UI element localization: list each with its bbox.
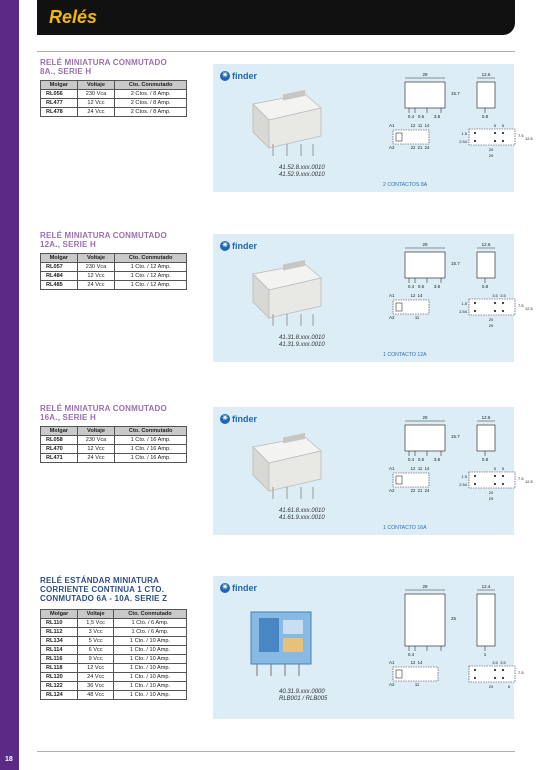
dimension-label: 29	[422, 72, 428, 77]
table-row	[41, 281, 187, 290]
parts-table	[40, 253, 187, 290]
pin-hole	[494, 677, 496, 679]
column-header: Voltaje	[77, 254, 115, 263]
relay-photo	[243, 604, 328, 684]
contact-rating: 1 Cto. / 12 Amp.	[115, 272, 187, 281]
dimension-label: 7.5	[518, 670, 524, 675]
finder-logo	[220, 71, 257, 81]
table-header-row	[41, 610, 187, 619]
part-code: RL118	[41, 664, 78, 673]
relay-photo	[243, 86, 328, 166]
pin-hole	[502, 669, 504, 671]
dimension-label: 29	[422, 415, 428, 420]
section-title-line: 16A., SERIE H	[40, 413, 96, 422]
terminal-label: A2	[389, 682, 395, 687]
terminal-label: 11	[414, 682, 420, 687]
side-view	[477, 425, 495, 451]
pin-hole	[494, 140, 496, 142]
dimension-label: 20	[488, 317, 494, 322]
table-row	[41, 99, 187, 108]
terminal-label: 11	[417, 466, 423, 471]
dimension-label: 2.54	[459, 139, 467, 144]
model-code: 41.31.8.xxx.0010	[279, 335, 325, 341]
part-code: RL124	[41, 691, 78, 700]
pcb-footprint	[469, 299, 515, 315]
section-title-line: 8A., SERIE H	[40, 67, 92, 76]
dimension-label: 29	[488, 153, 494, 158]
parts-table	[40, 609, 187, 700]
contact-rating: 1 Cto. / 12 Amp.	[115, 281, 187, 290]
pin-hole	[494, 302, 496, 304]
section-title	[40, 231, 167, 249]
model-code: 41.61.8.xxx.0010	[279, 508, 325, 514]
part-code: RL057	[41, 263, 78, 272]
page-number: 18	[5, 756, 13, 763]
dimension-label: 15.7	[451, 91, 460, 96]
technical-drawing	[385, 415, 545, 525]
relay-photo	[243, 429, 328, 509]
contact-rating: 1 Cto. / 16 Amp.	[115, 445, 187, 454]
column-header: Voltaje	[77, 427, 115, 436]
finder-logo	[220, 414, 257, 424]
dimension-label: 7.5	[518, 133, 524, 138]
technical-drawing	[385, 72, 545, 182]
voltage: 6 Vcc	[78, 646, 114, 655]
dimension-label: 5	[493, 466, 497, 471]
dimension-label: 12.5	[525, 306, 533, 311]
terminal-label: 14	[417, 660, 423, 665]
voltage: 12 Vcc	[78, 664, 114, 673]
model-code: 41.52.9.xxx.0010	[279, 172, 325, 178]
dimension-label: 0.8	[481, 457, 489, 462]
table-row	[41, 673, 187, 682]
section-title-line: RELÉ MINIATURA CONMUTADO	[40, 58, 167, 67]
technical-drawing	[385, 584, 545, 694]
front-view	[405, 82, 445, 108]
contact-rating: 1 Cto. / 10 Amp.	[113, 673, 186, 682]
pin-hole	[502, 677, 504, 679]
dimension-label: 29	[422, 242, 428, 247]
product-section	[37, 404, 533, 535]
table-row	[41, 272, 187, 281]
terminal-label: 12	[410, 123, 416, 128]
dimension-label: 3.5	[492, 660, 498, 665]
contact-rating: 2 Ctos. / 8 Amp.	[115, 90, 187, 99]
pin-hole	[474, 132, 476, 134]
terminal-label: 14	[417, 293, 423, 298]
part-code: RL470	[41, 445, 78, 454]
pin-hole	[494, 669, 496, 671]
product-section	[37, 231, 533, 362]
table-row	[41, 90, 187, 99]
contact-rating: 1 Cto. / 12 Amp.	[115, 263, 187, 272]
dimension-label: 1.5	[461, 474, 467, 479]
terminal-label: A1	[389, 660, 395, 665]
pin-hole	[474, 677, 476, 679]
voltage: 24 Vcc	[78, 673, 114, 682]
table-row	[41, 646, 187, 655]
dimension-label: 3.8	[433, 114, 441, 119]
voltage: 5 Vcc	[78, 637, 114, 646]
voltage: 24 Vcc	[77, 454, 115, 463]
voltage: 24 Vcc	[77, 281, 115, 290]
dimension-label: 0.4	[407, 457, 415, 462]
contact-caption: 1 CONTACTO 16A	[383, 525, 427, 531]
section-title	[40, 58, 167, 76]
part-code: RL477	[41, 99, 78, 108]
section-title-line: CONMUTADO 6A - 10A. SERIE Z	[40, 594, 168, 603]
pin-hole	[494, 483, 496, 485]
voltage: 48 Vcc	[78, 691, 114, 700]
part-code: RL058	[41, 436, 78, 445]
part-code: RL478	[41, 108, 78, 117]
dimension-label: 15.7	[451, 434, 460, 439]
table-row	[41, 108, 187, 117]
dimension-label: 12.6	[481, 242, 491, 247]
pin-hole	[474, 310, 476, 312]
contact-schematic	[393, 300, 429, 314]
front-view	[405, 252, 445, 278]
dimension-label: 29	[488, 496, 494, 501]
dimension-label: 15.7	[451, 261, 460, 266]
contact-caption: 1 CONTACTO 12A	[383, 352, 427, 358]
column-header: Cto. Conmutado	[113, 610, 186, 619]
terminal-label: 24	[424, 145, 430, 150]
table-header-row	[41, 254, 187, 263]
pin-hole	[502, 483, 504, 485]
table-row	[41, 664, 187, 673]
terminal-label: 11	[414, 315, 420, 320]
voltage: 36 Vcc	[78, 682, 114, 691]
terminal-label: 12	[410, 660, 416, 665]
contact-rating: 1 Cto. / 10 Amp.	[113, 655, 186, 664]
table-header-row	[41, 427, 187, 436]
model-code: RLB001 / RLB005	[279, 696, 328, 702]
contact-rating: 2 Ctos. / 8 Amp.	[115, 99, 187, 108]
product-panel	[213, 64, 533, 192]
dimension-label: 20	[488, 490, 494, 495]
table-header-row	[41, 81, 187, 90]
terminal-label: 12	[410, 293, 416, 298]
pin-hole	[474, 140, 476, 142]
dimension-label: 12.6	[481, 72, 491, 77]
contact-rating: 1 Cto. / 16 Amp.	[115, 454, 187, 463]
brand-name: finder	[232, 241, 258, 251]
dimension-label: 20	[488, 684, 494, 689]
pin-hole	[502, 140, 504, 142]
column-header: Molgar	[41, 254, 78, 263]
brand-name: finder	[232, 583, 258, 593]
part-code: RL112	[41, 628, 78, 637]
voltage: 1,5 Vcc	[78, 619, 114, 628]
dimension-label: 29	[488, 323, 494, 328]
part-code: RL116	[41, 655, 78, 664]
table-row	[41, 655, 187, 664]
dimension-label: 7.5	[518, 303, 524, 308]
contact-rating: 1 Cto. / 10 Amp.	[113, 691, 186, 700]
contact-schematic	[393, 473, 429, 487]
dimension-label: 6	[507, 684, 511, 689]
dimension-label: 0.8	[481, 284, 489, 289]
model-code: 41.52.8.xxx.0010	[279, 165, 325, 171]
relay-photo	[243, 256, 328, 336]
table-row	[41, 637, 187, 646]
terminal-label: A2	[389, 145, 395, 150]
dimension-label: 12.5	[525, 479, 533, 484]
dimension-label: 0.4	[407, 284, 415, 289]
terminal-label: A2	[389, 315, 395, 320]
terminal-label: A2	[389, 488, 395, 493]
pin-hole	[502, 302, 504, 304]
column-header: Molgar	[41, 81, 78, 90]
terminal-label: 14	[424, 123, 430, 128]
front-view	[405, 425, 445, 451]
contact-schematic	[393, 130, 429, 144]
product-panel	[213, 407, 533, 535]
parts-table	[40, 426, 187, 463]
dimension-label: 1.5	[461, 301, 467, 306]
dimension-label: 1	[483, 652, 487, 657]
product-panel	[213, 576, 524, 719]
side-view	[477, 82, 495, 108]
pin-hole	[502, 475, 504, 477]
table-row	[41, 619, 187, 628]
finder-logo	[220, 583, 257, 593]
voltage: 9 Vcc	[78, 655, 114, 664]
dimension-label: 12.6	[481, 415, 491, 420]
part-code: RL120	[41, 673, 78, 682]
column-header: Molgar	[41, 610, 78, 619]
finder-logo-icon: ✳	[220, 241, 230, 251]
product-section	[37, 576, 524, 719]
part-code: RL134	[41, 637, 78, 646]
section-title-line: RELÉ MINIATURA CONMUTADO	[40, 404, 167, 413]
column-header: Voltaje	[78, 610, 114, 619]
pin-hole	[494, 310, 496, 312]
left-color-bar	[0, 0, 19, 770]
pin-hole	[474, 669, 476, 671]
dimension-label: 3.8	[433, 284, 441, 289]
pin-hole	[494, 475, 496, 477]
dimension-label: 29	[422, 584, 428, 589]
part-code: RL471	[41, 454, 78, 463]
part-code: RL122	[41, 682, 78, 691]
side-view	[477, 252, 495, 278]
terminal-label: A1	[389, 466, 395, 471]
dimension-label: 12.4	[481, 584, 491, 589]
contact-caption: 2 CONTACTOS 8A	[383, 182, 428, 188]
dimension-label: 3.5	[500, 293, 506, 298]
dimension-label: 5	[493, 123, 497, 128]
finder-logo-icon: ✳	[220, 71, 230, 81]
terminal-label: 14	[424, 466, 430, 471]
voltage: 230 Vca	[77, 436, 115, 445]
contact-rating: 1 Cto. / 6 Amp.	[113, 628, 186, 637]
section-title-line: 12A., SERIE H	[40, 240, 96, 249]
part-code: RL056	[41, 90, 78, 99]
dimension-label: 0.6	[417, 284, 425, 289]
contact-rating: 1 Cto. / 16 Amp.	[115, 436, 187, 445]
voltage: 12 Vcc	[77, 445, 115, 454]
column-header: Molgar	[41, 427, 78, 436]
finder-logo-icon: ✳	[220, 583, 230, 593]
finder-logo-icon: ✳	[220, 414, 230, 424]
pcb-footprint	[469, 472, 515, 488]
part-code: RL114	[41, 646, 78, 655]
voltage: 3 Vcc	[78, 628, 114, 637]
product-panel	[213, 234, 533, 362]
dimension-label: 12.5	[525, 136, 533, 141]
model-code: 41.31.9.xxx.0010	[279, 342, 325, 348]
terminal-label: 11	[417, 123, 423, 128]
dimension-label: 3.8	[433, 457, 441, 462]
table-row	[41, 454, 187, 463]
pin-hole	[474, 475, 476, 477]
column-header: Voltaje	[77, 81, 115, 90]
pin-hole	[502, 310, 504, 312]
dimension-label: 0.6	[417, 114, 425, 119]
brand-name: finder	[232, 414, 258, 424]
product-section	[37, 58, 533, 192]
side-view	[477, 594, 495, 646]
terminal-label: 12	[410, 466, 416, 471]
dimension-label: 7.5	[518, 476, 524, 481]
model-code: 41.61.9.xxx.0010	[279, 515, 325, 521]
contact-schematic	[393, 667, 438, 681]
model-codes	[279, 165, 325, 179]
parts-table	[40, 80, 187, 117]
model-codes	[279, 335, 325, 349]
table-row	[41, 436, 187, 445]
finder-logo	[220, 241, 257, 251]
dimension-label: 2.54	[459, 482, 467, 487]
contact-rating: 2 Ctos. / 8 Amp.	[115, 108, 187, 117]
dimension-label: 3.5	[492, 293, 498, 298]
table-row	[41, 445, 187, 454]
pcb-footprint	[469, 129, 515, 145]
model-codes	[279, 508, 325, 522]
dimension-label: 3.5	[500, 660, 506, 665]
terminal-label: 24	[424, 488, 430, 493]
section-title	[40, 576, 167, 603]
contact-rating: 1 Cto. / 10 Amp.	[113, 637, 186, 646]
dimension-label: 25	[451, 616, 457, 621]
brand-name: finder	[232, 71, 258, 81]
terminal-label: 21	[417, 145, 423, 150]
dimension-label: 0.4	[407, 652, 415, 657]
technical-drawing	[385, 242, 545, 352]
pin-hole	[474, 483, 476, 485]
page-title: Relés	[49, 7, 98, 27]
terminal-label: 22	[410, 488, 416, 493]
divider	[37, 751, 515, 752]
contact-rating: 1 Cto. / 10 Amp.	[113, 682, 186, 691]
section-title-line: RELÉ MINIATURA CONMUTADO	[40, 231, 167, 240]
contact-rating: 1 Cto. / 10 Amp.	[113, 646, 186, 655]
dimension-label: 2.54	[459, 309, 467, 314]
contact-rating: 1 Cto. / 10 Amp.	[113, 664, 186, 673]
pin-hole	[474, 302, 476, 304]
model-codes	[279, 689, 327, 703]
dimension-label: 0.8	[481, 114, 489, 119]
section-title-line: CORRIENTE CONTINUA 1 CTO.	[40, 585, 165, 594]
part-code: RL484	[41, 272, 78, 281]
terminal-label: A1	[389, 123, 395, 128]
terminal-label: A1	[389, 293, 395, 298]
column-header: Cto. Conmutado	[115, 427, 187, 436]
pin-hole	[494, 132, 496, 134]
table-row	[41, 691, 187, 700]
pin-hole	[502, 132, 504, 134]
dimension-label: 5	[501, 123, 505, 128]
voltage: 230 Vca	[77, 263, 115, 272]
terminal-label: 22	[410, 145, 416, 150]
table-row	[41, 682, 187, 691]
model-code: 40.31.9.xxx.0000	[279, 689, 325, 695]
section-title	[40, 404, 167, 422]
dimension-label: 0.4	[407, 114, 415, 119]
table-row	[41, 628, 187, 637]
dimension-label: 1.5	[461, 131, 467, 136]
front-view	[405, 594, 445, 646]
pcb-footprint	[469, 666, 515, 682]
divider	[37, 51, 515, 52]
part-code: RL110	[41, 619, 78, 628]
table-row	[41, 263, 187, 272]
column-header: Cto. Conmutado	[115, 81, 187, 90]
terminal-label: 21	[417, 488, 423, 493]
dimension-label: 5	[501, 466, 505, 471]
dimension-label: 20	[488, 147, 494, 152]
page-header	[37, 0, 515, 35]
part-code: RL485	[41, 281, 78, 290]
voltage: 230 Vca	[77, 90, 115, 99]
voltage: 12 Vcc	[77, 272, 115, 281]
section-title-line: RELÉ ESTÁNDAR MINIATURA	[40, 576, 160, 585]
column-header: Cto. Conmutado	[115, 254, 187, 263]
contact-rating: 1 Cto. / 6 Amp.	[113, 619, 186, 628]
voltage: 12 Vcc	[77, 99, 115, 108]
voltage: 24 Vcc	[77, 108, 115, 117]
dimension-label: 0.6	[417, 457, 425, 462]
